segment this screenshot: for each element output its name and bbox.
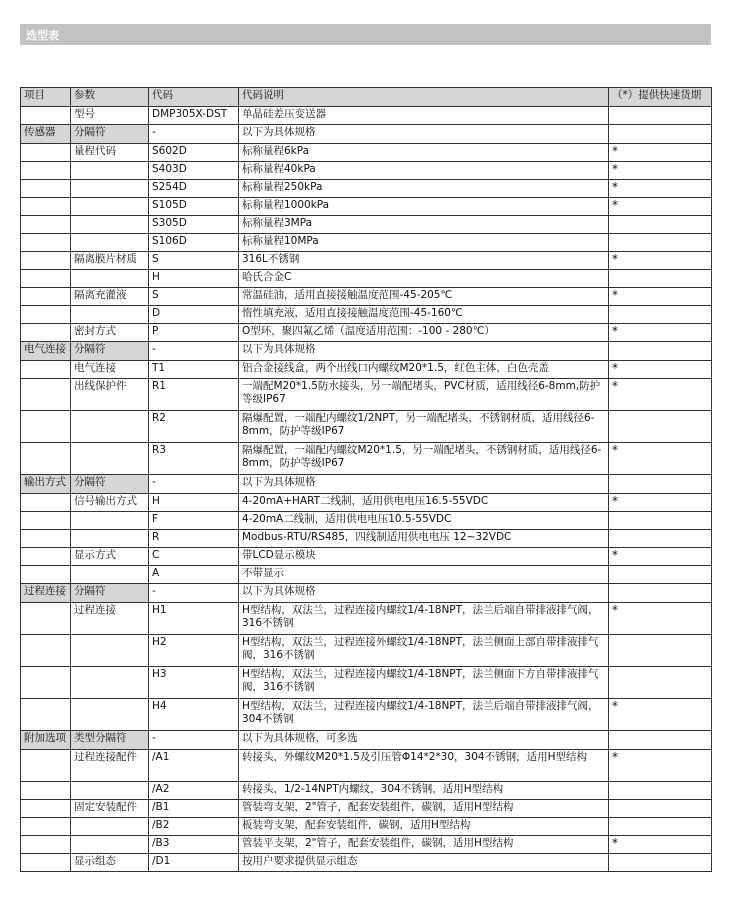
code-cell: -: [149, 731, 239, 750]
param-cell: [71, 836, 149, 854]
desc-cell: 一端配M20*1.5防水接头，另一端配堵头，PVC材质，适用线径6-8mm,防护等级IP67: [239, 379, 609, 411]
table-row: [21, 836, 712, 854]
code-cell: H4: [149, 699, 239, 731]
quick-delivery-cell: [609, 125, 712, 144]
quick-delivery-cell: *: [609, 836, 712, 854]
code-cell: S105D: [149, 198, 239, 216]
table-row: [21, 252, 712, 270]
code-cell: H: [149, 494, 239, 512]
code-cell: /A1: [149, 750, 239, 782]
item-cell: [21, 603, 71, 635]
quick-delivery-cell: *: [609, 548, 712, 566]
item-cell: [21, 443, 71, 475]
param-cell: 量程代码: [71, 144, 149, 162]
table-row: [21, 162, 712, 180]
code-cell: R2: [149, 411, 239, 443]
item-cell: [21, 144, 71, 162]
param-cell: 分隔符: [71, 475, 149, 494]
code-cell: H1: [149, 603, 239, 635]
desc-cell: 带LCD显示模块: [239, 548, 609, 566]
table-row: [21, 635, 712, 667]
param-cell: [71, 443, 149, 475]
quick-delivery-cell: [609, 566, 712, 584]
desc-cell: 铝合金接线盒，两个出线口内螺纹M20*1.5，红色主体，白色壳盖: [239, 361, 609, 379]
item-cell: [21, 411, 71, 443]
item-cell: [21, 198, 71, 216]
quick-delivery-cell: *: [609, 288, 712, 306]
item-cell: [21, 324, 71, 342]
item-cell: [21, 288, 71, 306]
table-row: [21, 782, 712, 800]
param-cell: [71, 411, 149, 443]
param-cell: 过程连接: [71, 603, 149, 635]
desc-cell: H型结构，双法兰，过程连接外螺纹1/4-18NPT，法兰侧面上部自带排液排气阀，316不锈钢: [239, 635, 609, 667]
code-cell: D: [149, 306, 239, 324]
item-cell: 附加选项: [21, 731, 71, 750]
quick-delivery-cell: [609, 475, 712, 494]
code-cell: DMP305X-DST: [149, 107, 239, 125]
quick-delivery-cell: *: [609, 180, 712, 198]
table-row: [21, 699, 712, 731]
item-cell: [21, 836, 71, 854]
quick-delivery-cell: *: [609, 494, 712, 512]
desc-cell: 以下为具体规格: [239, 584, 609, 603]
desc-cell: 以下为具体规格，可多选: [239, 731, 609, 750]
code-cell: R3: [149, 443, 239, 475]
table-row: [21, 144, 712, 162]
param-cell: [71, 667, 149, 699]
desc-cell: 标称量程10MPa: [239, 234, 609, 252]
quick-delivery-cell: [609, 800, 712, 818]
item-cell: [21, 635, 71, 667]
table-row: [21, 198, 712, 216]
table-row: [21, 361, 712, 379]
desc-cell: 不带显示: [239, 566, 609, 584]
quick-delivery-cell: *: [609, 699, 712, 731]
table-row: [21, 180, 712, 198]
desc-cell: 管装平支架，2"管子，配套安装组件，碳钢，适用H型结构: [239, 836, 609, 854]
param-cell: 显示组态: [71, 854, 149, 872]
param-cell: 密封方式: [71, 324, 149, 342]
item-cell: 输出方式: [21, 475, 71, 494]
item-cell: [21, 512, 71, 530]
desc-cell: 隔爆配置，一端配内螺纹1/2NPT，另一端配堵头，不锈钢材质，适用线径6-8mm，防护等级IP67: [239, 411, 609, 443]
code-cell: /A2: [149, 782, 239, 800]
title-bar: [20, 24, 711, 45]
code-cell: R: [149, 530, 239, 548]
item-cell: 过程连接: [21, 584, 71, 603]
code-cell: /B2: [149, 818, 239, 836]
quick-delivery-cell: [609, 342, 712, 361]
desc-cell: 按用户要求提供显示组态: [239, 854, 609, 872]
param-cell: [71, 530, 149, 548]
desc-cell: 316L不锈钢: [239, 252, 609, 270]
param-cell: 电气连接: [71, 361, 149, 379]
param-cell: 固定安装配件: [71, 800, 149, 818]
desc-cell: H型结构，双法兰，过程连接内螺纹1/4-18NPT，法兰后端自带排液排气阀，316不锈钢: [239, 603, 609, 635]
param-cell: 型号: [71, 107, 149, 125]
param-cell: 信号输出方式: [71, 494, 149, 512]
item-cell: 电气连接: [21, 342, 71, 361]
item-cell: [21, 306, 71, 324]
quick-delivery-cell: *: [609, 750, 712, 782]
quick-delivery-cell: *: [609, 162, 712, 180]
param-cell: 显示方式: [71, 548, 149, 566]
quick-delivery-cell: [609, 216, 712, 234]
selection-table: [20, 87, 712, 872]
item-cell: [21, 782, 71, 800]
quick-delivery-cell: *: [609, 443, 712, 475]
table-row: [21, 379, 712, 411]
desc-cell: O型环，聚四氟乙烯（温度适用范围：-100 - 280℃）: [239, 324, 609, 342]
code-cell: S: [149, 252, 239, 270]
desc-cell: 标称量程1000kPa: [239, 198, 609, 216]
item-cell: [21, 566, 71, 584]
item-cell: [21, 180, 71, 198]
table-row: [21, 107, 712, 125]
item-cell: [21, 252, 71, 270]
table-row: [21, 603, 712, 635]
item-cell: [21, 818, 71, 836]
quick-delivery-cell: [609, 635, 712, 667]
param-cell: [71, 180, 149, 198]
param-cell: 类型分隔符: [71, 731, 149, 750]
code-cell: -: [149, 342, 239, 361]
quick-delivery-cell: [609, 584, 712, 603]
section-row: [21, 125, 712, 144]
quick-delivery-cell: *: [609, 252, 712, 270]
param-cell: 隔离膜片材质: [71, 252, 149, 270]
quick-delivery-cell: [609, 270, 712, 288]
item-cell: [21, 270, 71, 288]
item-cell: 传感器: [21, 125, 71, 144]
table-row: [21, 512, 712, 530]
table-row: [21, 750, 712, 782]
param-cell: 分隔符: [71, 125, 149, 144]
quick-delivery-cell: *: [609, 198, 712, 216]
param-cell: 分隔符: [71, 342, 149, 361]
desc-cell: 哈氏合金C: [239, 270, 609, 288]
item-cell: [21, 162, 71, 180]
desc-cell: 以下为具体规格: [239, 342, 609, 361]
section-row: [21, 584, 712, 603]
quick-delivery-cell: [609, 234, 712, 252]
code-cell: H3: [149, 667, 239, 699]
param-cell: [71, 566, 149, 584]
quick-delivery-cell: *: [609, 379, 712, 411]
table-row: [21, 566, 712, 584]
table-row: [21, 411, 712, 443]
code-cell: F: [149, 512, 239, 530]
item-cell: [21, 854, 71, 872]
item-cell: [21, 667, 71, 699]
code-cell: /B1: [149, 800, 239, 818]
item-cell: [21, 548, 71, 566]
code-cell: S602D: [149, 144, 239, 162]
desc-cell: 管装弯支架，2"管子，配套安装组件，碳钢，适用H型结构: [239, 800, 609, 818]
item-cell: [21, 379, 71, 411]
table-row: [21, 324, 712, 342]
item-cell: [21, 530, 71, 548]
param-cell: [71, 818, 149, 836]
desc-cell: 板装弯支架，配套安装组件，碳钢，适用H型结构: [239, 818, 609, 836]
param-cell: 过程连接配件: [71, 750, 149, 782]
code-cell: S106D: [149, 234, 239, 252]
section-row: [21, 731, 712, 750]
page-title: 选型表: [26, 29, 59, 42]
desc-cell: 标称量程3MPa: [239, 216, 609, 234]
header-cell: （*）提供快速货期: [609, 88, 712, 107]
table-row: [21, 216, 712, 234]
table-row: [21, 288, 712, 306]
item-cell: [21, 107, 71, 125]
desc-cell: 单晶硅差压变送器: [239, 107, 609, 125]
quick-delivery-cell: [609, 306, 712, 324]
code-cell: S254D: [149, 180, 239, 198]
table-row: [21, 854, 712, 872]
param-cell: [71, 234, 149, 252]
item-cell: [21, 234, 71, 252]
param-cell: [71, 512, 149, 530]
param-cell: 出线保护件: [71, 379, 149, 411]
desc-cell: 4-20mA+HART二线制，适用供电电压16.5-55VDC: [239, 494, 609, 512]
table-row: [21, 306, 712, 324]
desc-cell: 惰性填充液，适用直接接触温度范围-45-160℃: [239, 306, 609, 324]
table-row: [21, 270, 712, 288]
desc-cell: 隔爆配置，一端配内螺纹M20*1.5，另一端配堵头，不锈钢材质，适用线径6-8mm，防护等级IP67: [239, 443, 609, 475]
param-cell: [71, 699, 149, 731]
param-cell: [71, 635, 149, 667]
desc-cell: 以下为具体规格: [239, 125, 609, 144]
quick-delivery-cell: [609, 667, 712, 699]
code-cell: A: [149, 566, 239, 584]
code-cell: S403D: [149, 162, 239, 180]
header-cell: 代码: [149, 88, 239, 107]
code-cell: -: [149, 475, 239, 494]
quick-delivery-cell: [609, 731, 712, 750]
quick-delivery-cell: [609, 818, 712, 836]
header-cell: 代码说明: [239, 88, 609, 107]
quick-delivery-cell: *: [609, 361, 712, 379]
quick-delivery-cell: *: [609, 144, 712, 162]
code-cell: T1: [149, 361, 239, 379]
item-cell: [21, 216, 71, 234]
param-cell: [71, 270, 149, 288]
section-row: [21, 342, 712, 361]
quick-delivery-cell: [609, 512, 712, 530]
code-cell: S: [149, 288, 239, 306]
table-row: [21, 494, 712, 512]
item-cell: [21, 361, 71, 379]
param-cell: [71, 306, 149, 324]
desc-cell: 4-20mA二线制，适用供电电压10.5-55VDC: [239, 512, 609, 530]
quick-delivery-cell: [609, 782, 712, 800]
quick-delivery-cell: [609, 854, 712, 872]
item-cell: [21, 750, 71, 782]
code-cell: /D1: [149, 854, 239, 872]
code-cell: C: [149, 548, 239, 566]
code-cell: R1: [149, 379, 239, 411]
desc-cell: 以下为具体规格: [239, 475, 609, 494]
code-cell: -: [149, 584, 239, 603]
param-cell: [71, 216, 149, 234]
code-cell: P: [149, 324, 239, 342]
table-row: [21, 548, 712, 566]
desc-cell: 标称量程250kPa: [239, 180, 609, 198]
param-cell: [71, 198, 149, 216]
table-row: [21, 530, 712, 548]
desc-cell: H型结构，双法兰，过程连接内螺纹1/4-18NPT，法兰侧面下方自带排液排气阀，316不锈钢: [239, 667, 609, 699]
desc-cell: 转接头，1/2-14NPT内螺纹，304不锈钢，适用H型结构: [239, 782, 609, 800]
desc-cell: 标称量程6kPa: [239, 144, 609, 162]
table-row: [21, 443, 712, 475]
param-cell: 隔离充灌液: [71, 288, 149, 306]
code-cell: S305D: [149, 216, 239, 234]
header-row: [21, 88, 712, 107]
quick-delivery-cell: *: [609, 603, 712, 635]
item-cell: [21, 494, 71, 512]
quick-delivery-cell: [609, 530, 712, 548]
quick-delivery-cell: *: [609, 324, 712, 342]
table-row: [21, 234, 712, 252]
table-row: [21, 800, 712, 818]
code-cell: -: [149, 125, 239, 144]
header-cell: 项目: [21, 88, 71, 107]
table-row: [21, 818, 712, 836]
quick-delivery-cell: [609, 107, 712, 125]
desc-cell: 转接头，外螺纹M20*1.5及引压管Φ14*2*30，304不锈钢，适用H型结构: [239, 750, 609, 782]
param-cell: [71, 782, 149, 800]
item-cell: [21, 800, 71, 818]
desc-cell: Modbus-RTU/RS485，四线制适用供电电压 12~32VDC: [239, 530, 609, 548]
header-cell: 参数: [71, 88, 149, 107]
code-cell: H2: [149, 635, 239, 667]
item-cell: [21, 699, 71, 731]
desc-cell: H型结构，双法兰，过程连接内螺纹1/4-18NPT，法兰后端自带排液排气阀，304不锈钢: [239, 699, 609, 731]
code-cell: /B3: [149, 836, 239, 854]
section-row: [21, 475, 712, 494]
desc-cell: 标称量程40kPa: [239, 162, 609, 180]
code-cell: H: [149, 270, 239, 288]
desc-cell: 常温硅油，适用直接接触温度范围-45-205℃: [239, 288, 609, 306]
table-row: [21, 667, 712, 699]
param-cell: [71, 162, 149, 180]
quick-delivery-cell: [609, 411, 712, 443]
param-cell: 分隔符: [71, 584, 149, 603]
